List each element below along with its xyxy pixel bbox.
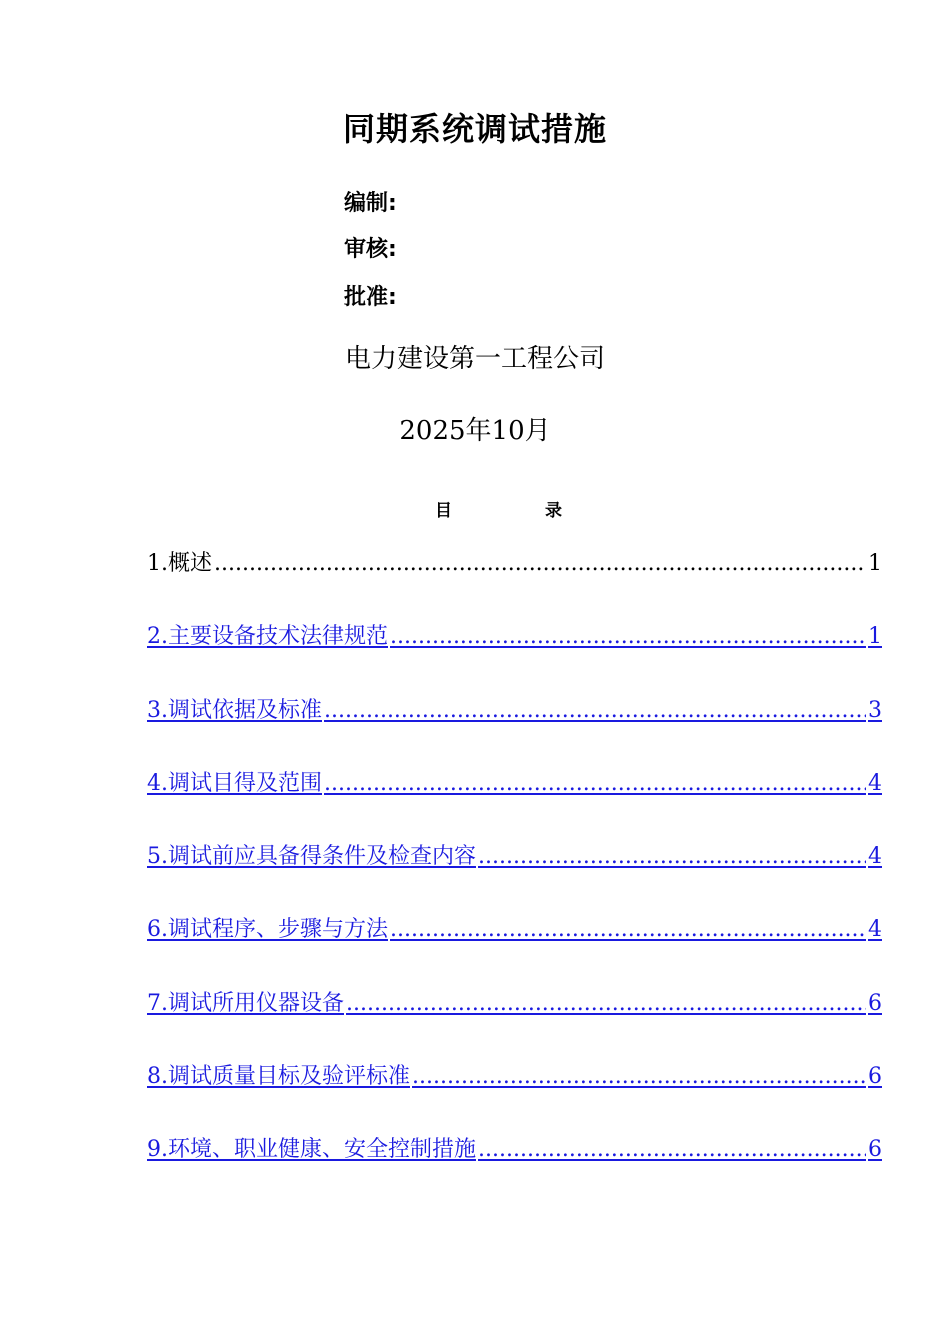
toc-dot-leader: [478, 1134, 866, 1166]
toc-entry-title: 6.调试程序、步骤与方法: [147, 917, 388, 943]
toc-entry[interactable]: [147, 768, 882, 841]
toc-entry[interactable]: [147, 621, 882, 694]
toc-entry[interactable]: [147, 1061, 882, 1134]
toc-entry[interactable]: [147, 914, 882, 987]
toc-entry-page: 1: [868, 624, 882, 650]
toc-entry[interactable]: [147, 841, 882, 914]
toc-entry-title: 1.概述: [147, 551, 212, 576]
toc-dot-leader: [478, 841, 866, 873]
toc-entry-title: 7.调试所用仪器设备: [147, 990, 344, 1016]
approved-by-label: 批准:: [344, 285, 397, 310]
toc-entry-title: 3.调试依据及标准: [147, 697, 322, 723]
company-name: 电力建设第一工程公司: [344, 344, 605, 374]
toc-entry-page: 4: [868, 917, 882, 943]
toc-entry-title: 4.调试目得及范围: [147, 770, 322, 796]
toc-entry-page: 3: [868, 697, 882, 723]
toc-heading-right: 录: [545, 501, 562, 521]
toc-entry-title: 8.调试质量目标及验评标准: [147, 1064, 410, 1090]
toc-entry-page: 1: [868, 551, 882, 576]
toc-dot-leader: [214, 548, 866, 580]
toc-entry-page: 4: [868, 770, 882, 796]
compiled-by-label: 编制:: [344, 191, 397, 216]
toc-heading-left: 目: [435, 501, 452, 521]
toc-entry: [147, 548, 882, 621]
toc-dot-leader: [412, 1061, 866, 1093]
toc-entry-title: 2.主要设备技术法律规范: [147, 624, 388, 650]
document-title: 同期系统调试措施: [342, 110, 607, 148]
toc-dot-leader: [324, 695, 866, 727]
toc-entry-page: 6: [868, 990, 882, 1016]
toc-entry[interactable]: [147, 695, 882, 768]
toc-dot-leader: [390, 914, 866, 946]
toc-dot-leader: [390, 621, 866, 653]
document-date: 2025年10月: [399, 416, 551, 446]
toc-dot-leader: [324, 768, 866, 800]
reviewed-by-label: 审核:: [344, 237, 397, 262]
toc-entry[interactable]: [147, 1134, 882, 1207]
toc-entry-title: 5.调试前应具备得条件及检查内容: [147, 844, 476, 870]
toc-dot-leader: [346, 988, 866, 1020]
toc-entry-title: 9.环境、职业健康、安全控制措施: [147, 1137, 476, 1163]
toc-entry[interactable]: [147, 988, 882, 1061]
toc-entry-page: 6: [868, 1064, 882, 1090]
toc-entry-page: 4: [868, 844, 882, 870]
table-of-contents: [147, 548, 882, 1208]
toc-entry-page: 6: [868, 1137, 882, 1163]
